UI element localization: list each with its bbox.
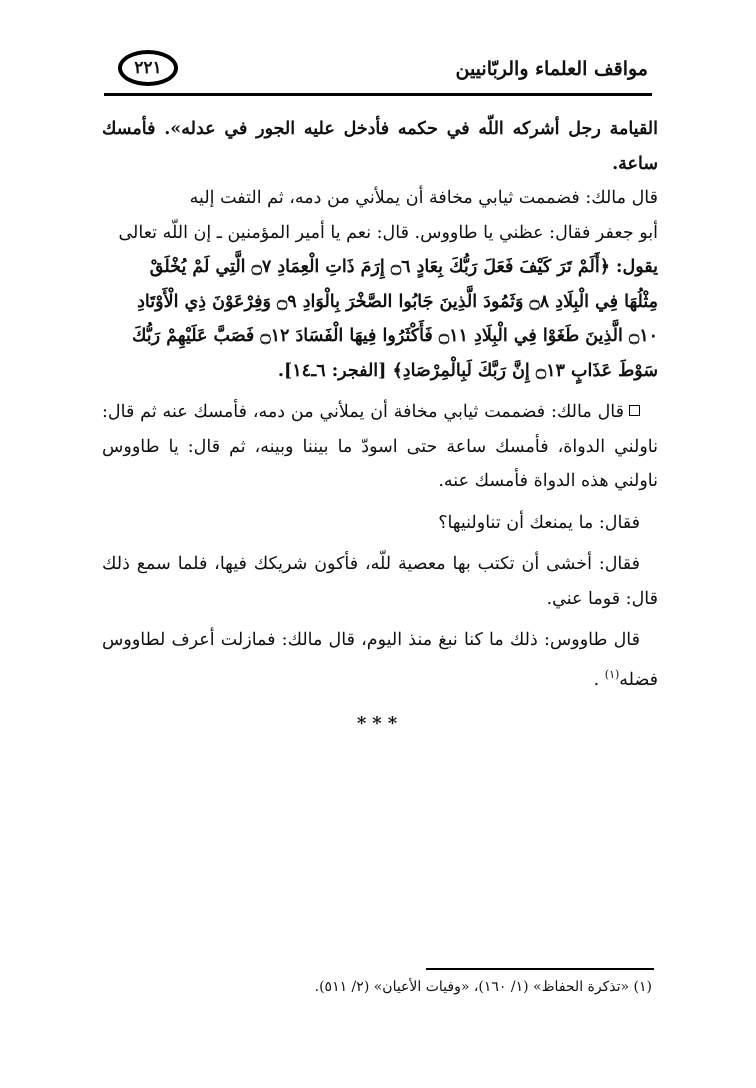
footnote: (١) «تذكرة الحفاظ» (١/ ١٦٠)، «وفيات الأعيان» (٢/ ٥١١).: [314, 979, 652, 995]
quran-line: مِثْلُهَا فِي الْبِلَادِ ۝٨ وَثَمُودَ الَّذِينَ جَابُوا الصَّخْرَ بِالْوَادِ ۝٩ وَفِرْعَوْنَ ذِي الْأَوْتَادِ: [137, 291, 658, 312]
quran-line: ۝١٠ الَّذِينَ طَغَوْا فِي الْبِلَادِ ۝١١ فَأَكْثَرُوا فِيهَا الْفَسَادَ ۝١٢ فَصَبَّ عَلَيْهِمْ رَبُّكَ: [132, 326, 658, 346]
footnote-reference: (١): [604, 667, 620, 681]
square-marker-icon: [629, 405, 640, 416]
header-rule: [104, 93, 652, 96]
text-line: أبو جعفر فقال: عظني يا طاووس. قال: نعم يا أمير المؤمنين ـ إن اللّه تعالى: [118, 222, 658, 243]
page-number-oval: [118, 50, 178, 86]
paragraph-4: فقال: أخشى أن تكتب بها معصية للّه، فأكون شريكك فيها، فلما سمع ذلك قال: قوما عني.: [102, 554, 658, 609]
paragraph-5-text: قال طاووس: ذلك ما كنا نبغ منذ اليوم، قال مالك: فمازلت أعرف لطاووس فضله: [102, 630, 658, 690]
quran-line: سَوْطَ عَذَابٍ ۝١٣ إِنَّ رَبَّكَ لَبِالْمِرْصَادِ﴾ [الفجر: ٦ـ١٤].: [277, 360, 658, 381]
paragraph-2-text: قال مالك: فضممت ثيابي مخافة أن يملأني من دمه، فأمسك عنه ثم قال: ناولني الدواة، فأمسك ساعة حتى اسودّ ما بيننا وبينه، ثم قال: يا طاووس ناولني هذه الدواة فأمسك عنه.: [102, 402, 658, 491]
page-number: ٢٢١: [134, 58, 162, 78]
main-text: [102, 112, 658, 741]
paragraph-5-end: .: [593, 669, 605, 690]
section-separator: ***: [356, 712, 404, 734]
text-line: القيامة رجل أشركه اللّه في حكمه فأدخل عليه الجور في عدله». فأمسك ساعة.: [102, 119, 658, 174]
running-title: مواقف العلماء والربّانيين: [455, 58, 648, 80]
text-line: قال مالك: فضممت ثيابي مخافة أن يملأني من دمه، ثم التفت إليه: [189, 188, 658, 208]
paragraph-3: فقال: ما يمنعك أن تناولنيها؟: [438, 512, 640, 533]
quran-line: يقول: ﴿أَلَمْ تَرَ كَيْفَ فَعَلَ رَبُّكَ بِعَادٍ ۝٦ إِرَمَ ذَاتِ الْعِمَادِ ۝٧ الَّتِي لَمْ يُخْلَقْ: [149, 257, 658, 277]
paragraph-2: [102, 395, 658, 499]
paragraph-5: [102, 623, 658, 697]
footnote-rule: [426, 968, 654, 970]
